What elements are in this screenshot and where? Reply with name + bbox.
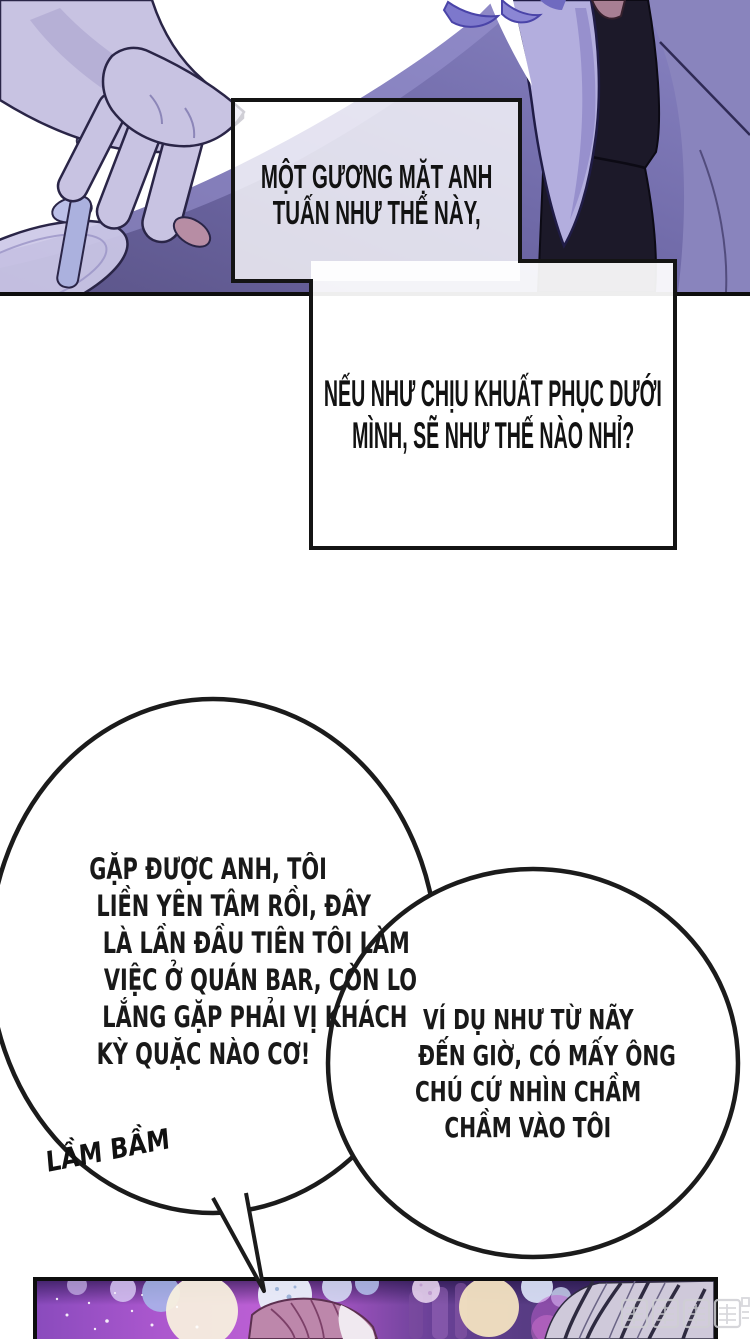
narration-box-2 xyxy=(311,261,675,548)
bubble-line: VÍ DỤ NHƯ TỪ NÃY xyxy=(422,1003,634,1036)
bubble-line: VIỆC Ở QUÁN BAR, CÒN LO xyxy=(103,963,418,997)
bubble-line: LẮNG GẶP PHẢI VỊ KHÁCH xyxy=(102,1000,408,1034)
bubble-line: LIỀN YÊN TÂM RỒI, ĐÂY xyxy=(96,889,372,923)
narration-box-1 xyxy=(233,100,520,281)
bubble-line: GẶP ĐƯỢC ANH, TÔI xyxy=(89,852,327,886)
narration-line: TUẤN NHƯ THẾ NÀY, xyxy=(272,193,481,231)
bubble-line: ĐẾN GIỜ, CÓ MẤY ÔNG xyxy=(418,1039,676,1072)
bubble-line: LÀ LẦN ĐẦU TIÊN TÔI LÀM xyxy=(102,926,410,960)
narration-line: NẾU NHƯ CHỊU KHUẤT PHỤC DƯỚI xyxy=(324,372,662,414)
narration-line: MÌNH, SẼ NHƯ THẾ NÀO NHỈ? xyxy=(351,414,635,456)
speech-bubble-right xyxy=(368,1002,688,1146)
watermark xyxy=(620,1296,750,1330)
sfx-mutter-text: LẦM BẦM xyxy=(44,1121,171,1180)
speech-bubble-left xyxy=(43,851,418,1073)
narration-line: MỘT GƯƠNG MẶT ANH xyxy=(260,157,493,195)
bubble-line: KỲ QUẶC NÀO CƠ! xyxy=(96,1037,310,1071)
bubble-line: CHẦM VÀO TÔI xyxy=(444,1111,612,1144)
bubble-line: CHÚ CỨ NHÌN CHẦM xyxy=(414,1075,642,1108)
